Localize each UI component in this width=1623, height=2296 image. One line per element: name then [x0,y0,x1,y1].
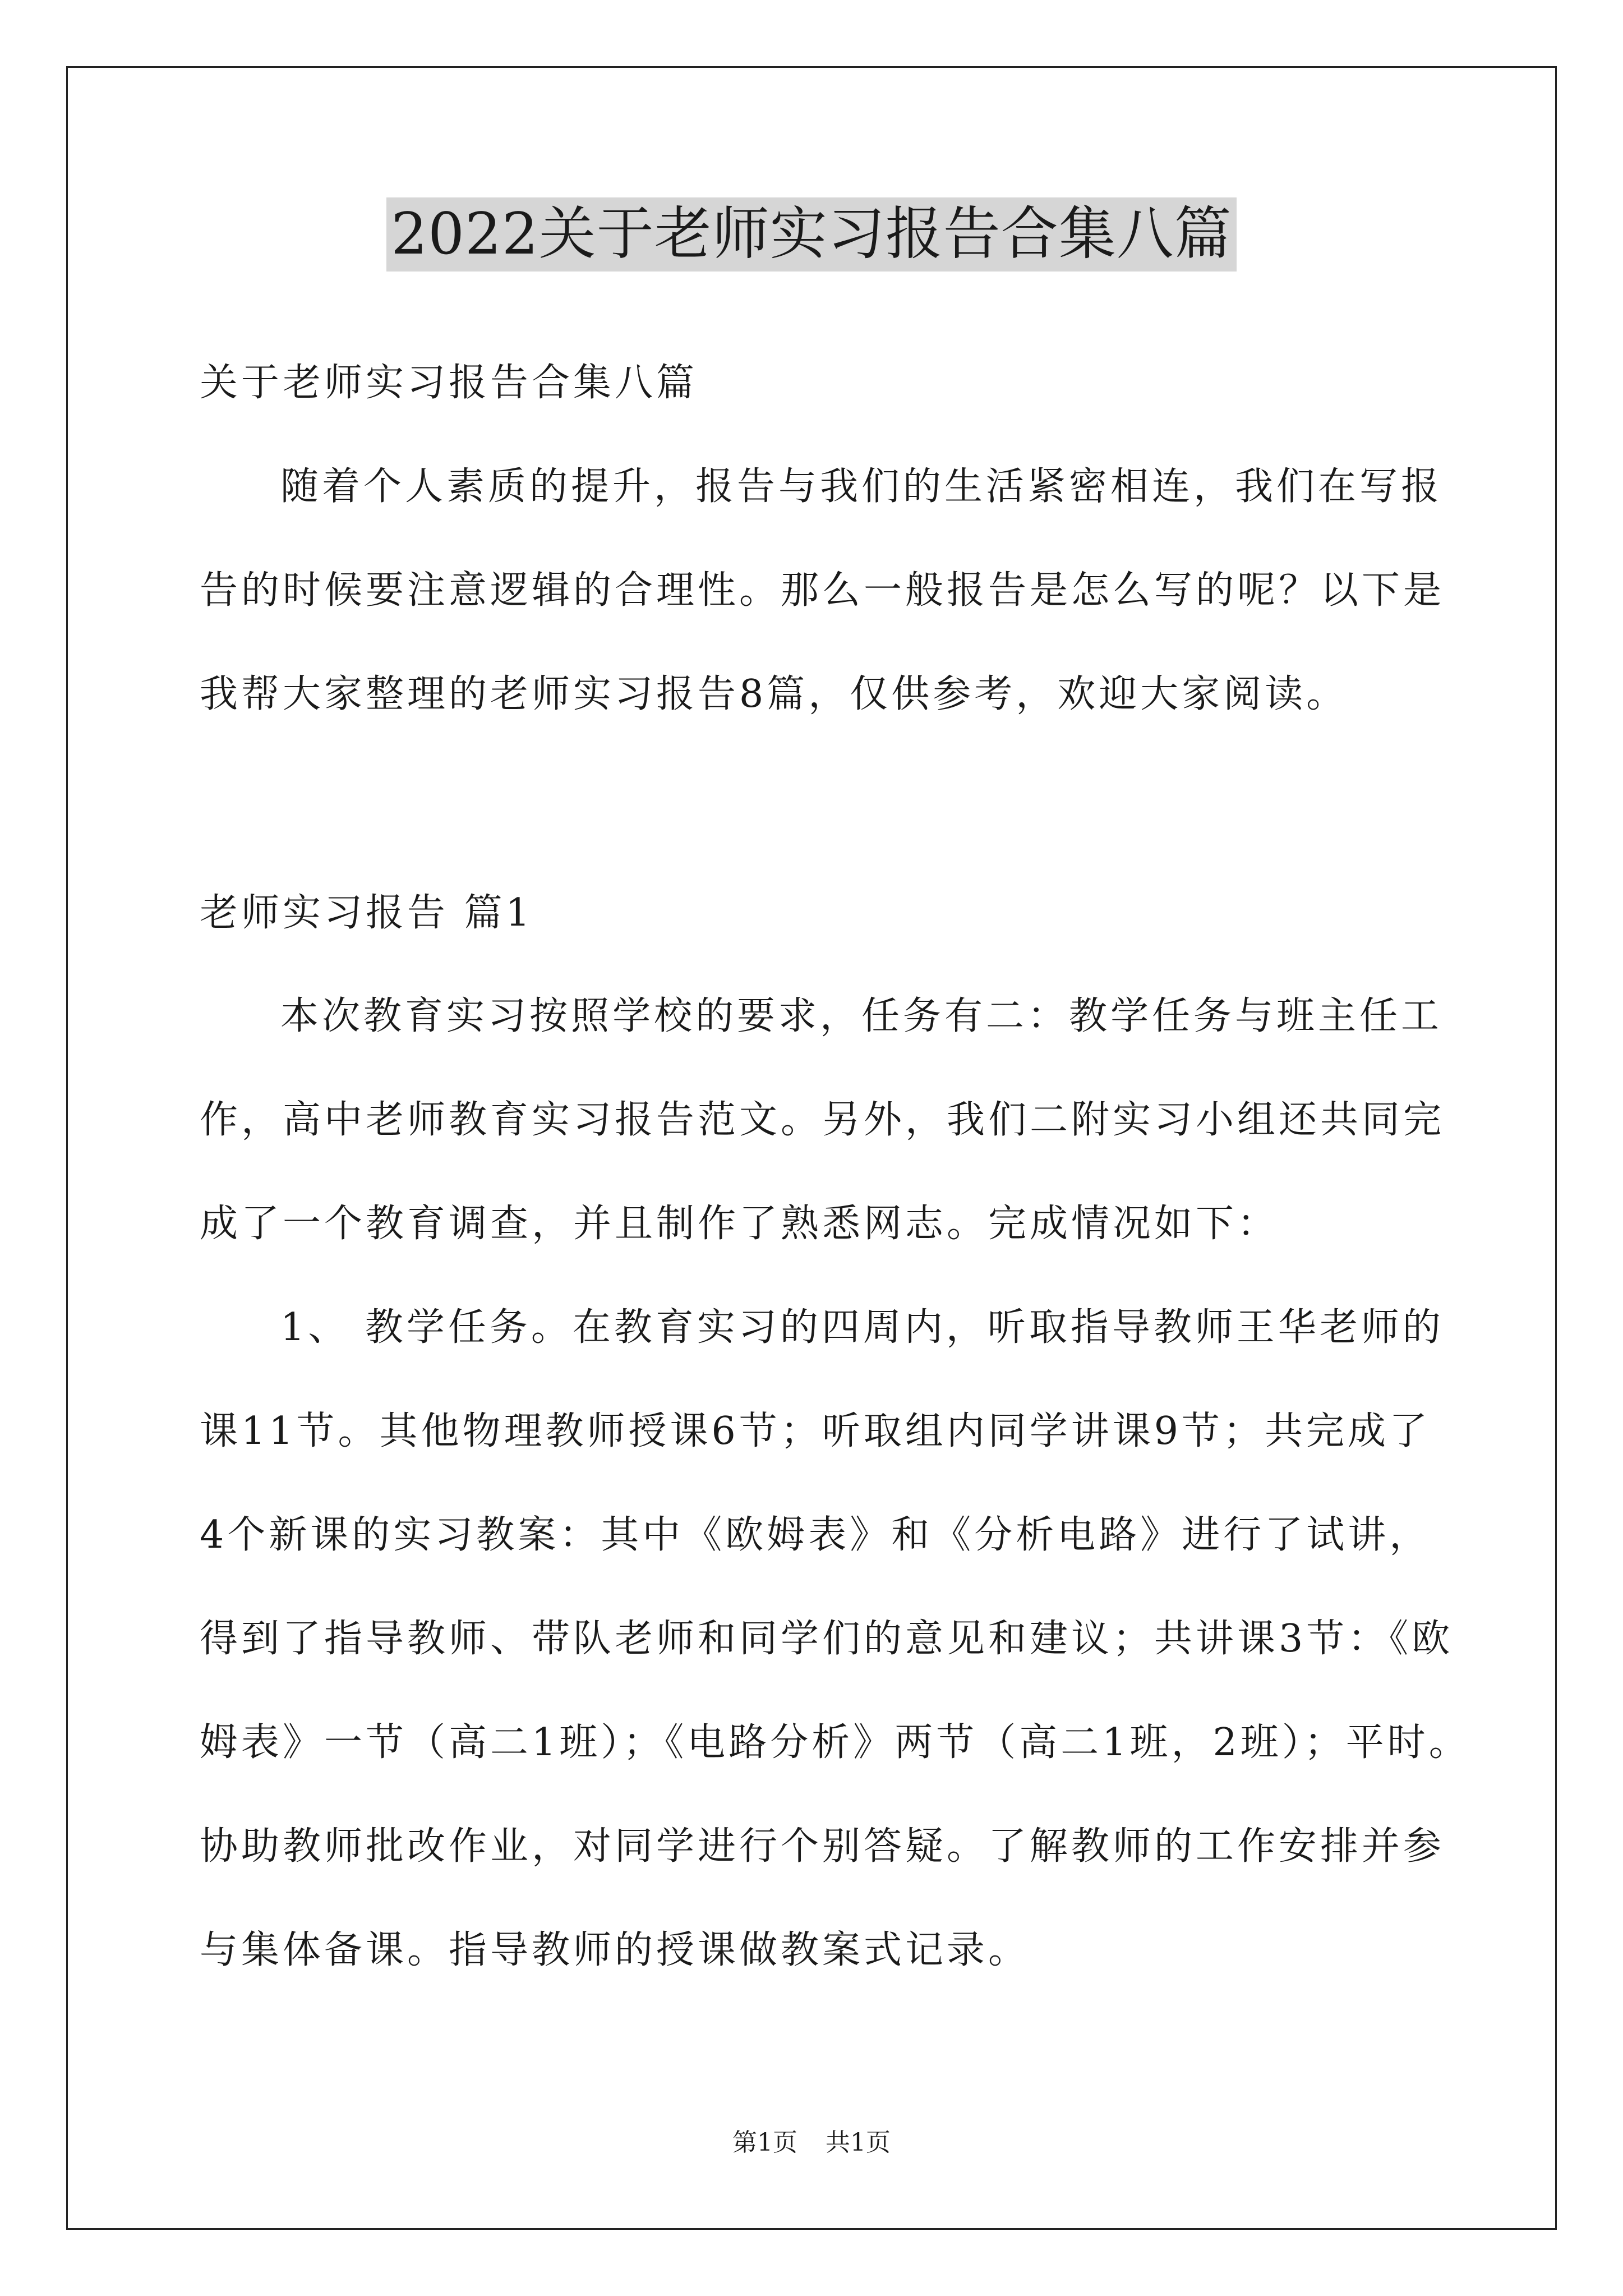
page-total: 共1页 [826,2128,891,2157]
body-line-7: 得到了指导教师、带队老师和同学们的意见和建议；共讲课3节：《欧 [200,1617,1454,1661]
subtitle-line: 关于老师实习报告合集八篇 [200,361,698,405]
intro-line-3: 我帮大家整理的老师实习报告8篇，仅供参考，欢迎大家阅读。 [200,672,1348,716]
section-heading: 老师实习报告 篇1 [200,891,533,935]
page-number: 第1页 [732,2128,797,2157]
intro-line-1: 随着个人素质的提升，报告与我们的生活紧密相连，我们在写报 [280,464,1443,509]
body-line-9: 协助教师批改作业，对同学进行个别答疑。了解教师的工作安排并参 [200,1824,1445,1869]
body-line-8: 姆表》一节（高二1班）；《电路分析》两节（高二1班，2班）；平时。 [200,1720,1470,1765]
body-line-1: 本次教育实习按照学校的要求，任务有二：教学任务与班主任工 [280,994,1443,1038]
title-container [0,197,1623,272]
document-title: 2022关于老师实习报告合集八篇 [386,197,1237,272]
body-line-2: 作，高中老师教育实习报告范文。另外，我们二附实习小组还共同完 [200,1098,1445,1142]
intro-line-2: 告的时候要注意逻辑的合理性。那么一般报告是怎么写的呢？以下是 [200,568,1445,613]
body-line-5: 课11节。其他物理教师授课6节；听取组内同学讲课9节；共完成了 [200,1409,1431,1453]
body-line-3: 成了一个教育调查，并且制作了熟悉网志。完成情况如下： [200,1202,1279,1246]
body-line-4: 1、 教学任务。在教育实习的四周内，听取指导教师王华老师的 [280,1305,1444,1350]
page-footer [0,2126,1623,2160]
body-line-6: 4个新课的实习教案：其中《欧姆表》和《分析电路》进行了试讲， [200,1513,1431,1557]
body-line-10: 与集体备课。指导教师的授课做教案式记录。 [200,1928,1030,1972]
